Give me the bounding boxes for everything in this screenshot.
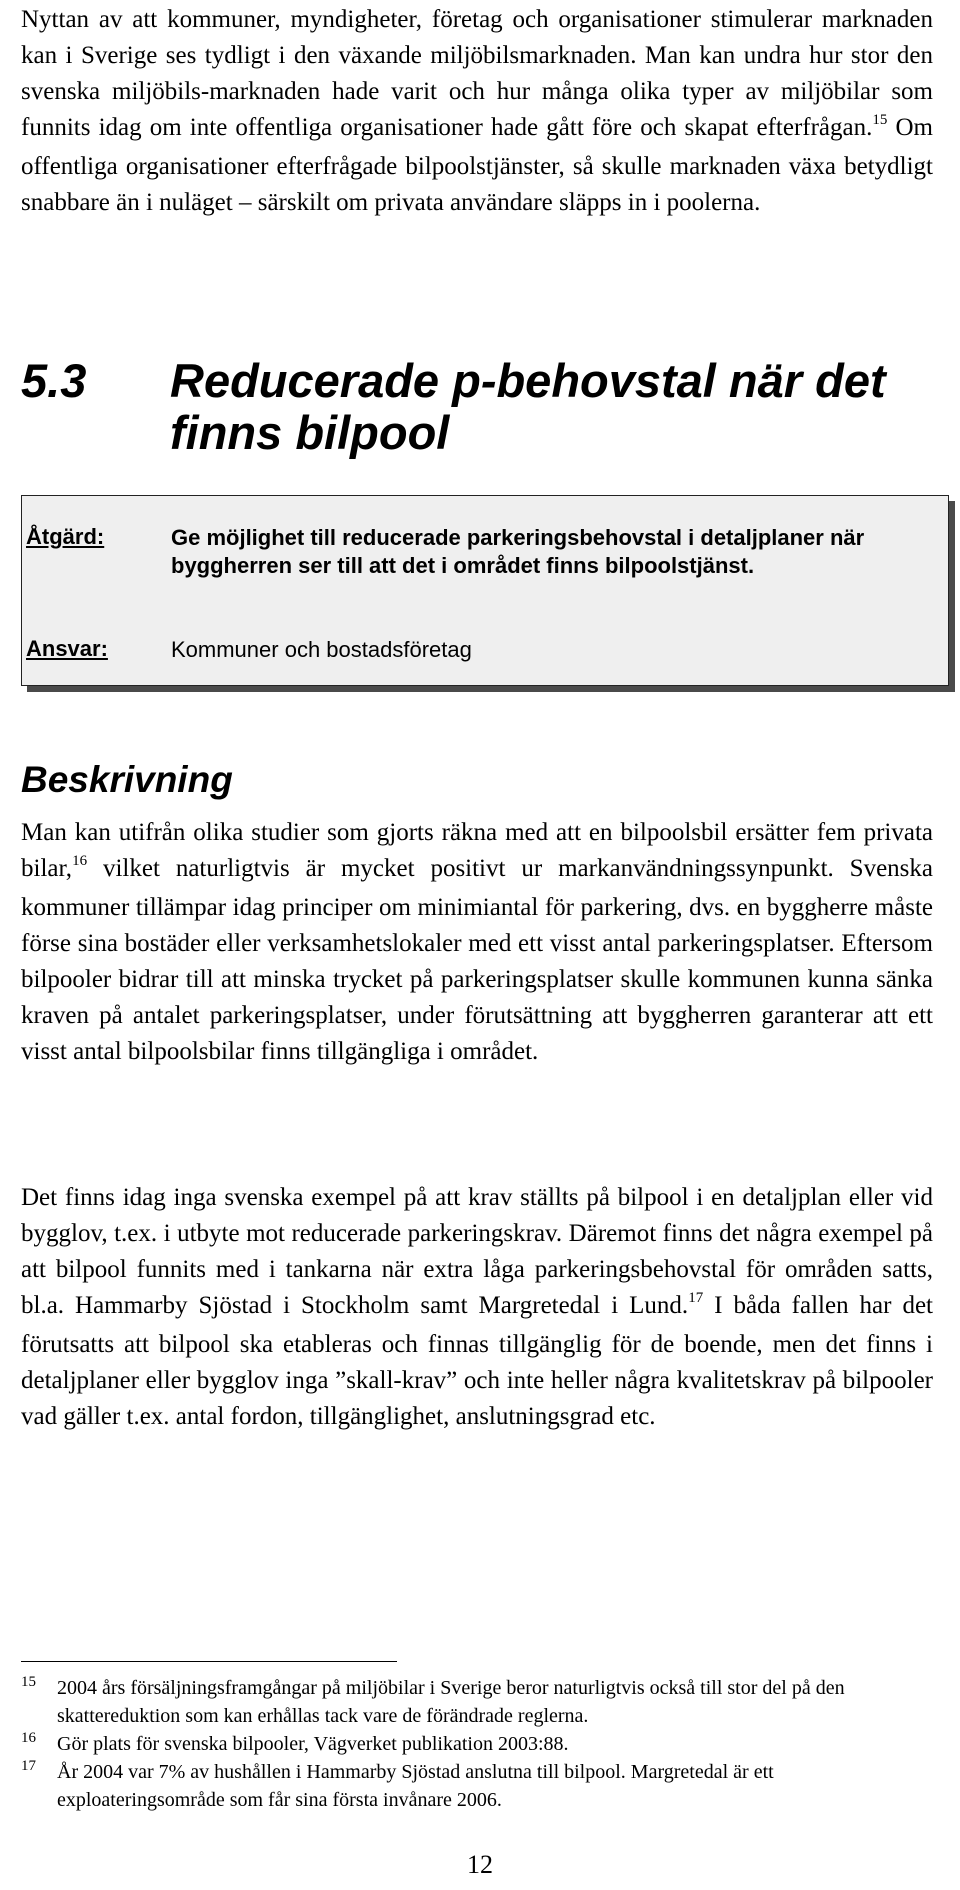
- action-label: Åtgärd:: [26, 524, 105, 549]
- description-p2-before: Det finns idag inga svenska exempel på att krav ställts på bilpool i en detaljplan eller vid bygglov, t.ex. i utbyte mot reducerade parkeringskrav. Däremot finns det några exempel på att bilpool funnits med i tankarna när extra låga parkeringsbehovstal för områden satts, bl.a. Hammarby Sjöstad i Stockholm samt Margretedal i Lund.: [21, 1184, 933, 1319]
- page-number: 12: [467, 1850, 493, 1879]
- action-box: [21, 495, 949, 686]
- footnote-number: 17: [21, 1758, 36, 1774]
- section-number: 5.3: [21, 354, 87, 407]
- responsible-label: Ansvar:: [26, 636, 108, 661]
- footnote-text: 2004 års försäljningsframgångar på miljöbilar i Sverige beror naturligtvis också till stor del på den skattereduktion som kan erhållas tack vare de förändrade reglerna.: [57, 1677, 845, 1727]
- description-heading: Beskrivning: [21, 759, 233, 800]
- footnote-number: 15: [21, 1674, 36, 1690]
- section-title: Reducerade p-behovstal när det finns bilpool: [170, 354, 886, 459]
- footnote-ref-16[interactable]: 16: [72, 853, 88, 869]
- description-paragraph-1: [21, 815, 933, 1070]
- responsible-text: Kommuner och bostadsföretag: [171, 637, 472, 662]
- action-text: Ge möjlighet till reducerade parkeringsbehovstal i detaljplaner när byggherren ser till att det i området finns bilpoolstjänst.: [171, 525, 865, 578]
- footnote-text: Gör plats för svenska bilpooler, Vägverket publikation 2003:88.: [57, 1733, 569, 1755]
- description-p2-after: I båda fallen har det förutsatts att bilpool ska etableras och finnas tillgänglig för de boende, men det finns i detaljplaner eller bygglov inga ”skall-krav” och inte heller några kvalitetskrav på bilpooler vad gäller t.ex. antal fordon, tillgänglighet, anslutningsgrad etc.: [21, 1292, 934, 1430]
- intro-text-before: Nyttan av att kommuner, myndigheter, företag och organisationer stimulerar marknaden kan i Sverige ses tydligt i den växande miljöbilsmarknaden. Man kan undra hur stor den svenska miljöbils-marknaden hade varit och hur många olika typer av miljöbilar som funnits idag om inte offentliga organisationer hade gått före och skapat efterfrågan.: [21, 6, 933, 141]
- footnote-separator: [21, 1661, 397, 1662]
- intro-paragraph: [21, 2, 933, 221]
- description-p1-before: Man kan utifrån olika studier som gjorts räkna med att en bilpoolsbil ersätter fem privata bilar,: [21, 819, 933, 882]
- intro-text-after: Om offentliga organisationer efterfrågade bilpoolstjänster, så skulle marknaden växa betydligt snabbare än i nuläget – särskilt om privata användare släpps in i poolerna.: [21, 114, 934, 216]
- description-p1-after: vilket naturligtvis är mycket positivt ur markanvändningssynpunkt. Svenska kommuner tillämpar idag principer om minimiantal för parkering, dvs. en byggherre måste förse sina bostäder eller verksamhetslokaler med ett visst antal parkeringsplatser. Eftersom bilpooler bidrar till att minska trycket på parkeringsplatser skulle kommunen kunna sänka kraven på antalet parkeringsplatser, under förutsättning att byggherren garanterar att ett visst antal bilpoolsbilar finns tillgängliga i området.: [21, 855, 933, 1065]
- footnote-ref-15[interactable]: 15: [872, 112, 888, 128]
- description-paragraph-2: [21, 1180, 933, 1435]
- footnote-number: 16: [21, 1730, 36, 1746]
- footnote-ref-17[interactable]: 17: [688, 1290, 704, 1306]
- footnote-text: År 2004 var 7% av hushållen i Hammarby Sjöstad anslutna till bilpool. Margretedal är ett exploateringsområde som får sina första invånare 2006.: [57, 1761, 774, 1811]
